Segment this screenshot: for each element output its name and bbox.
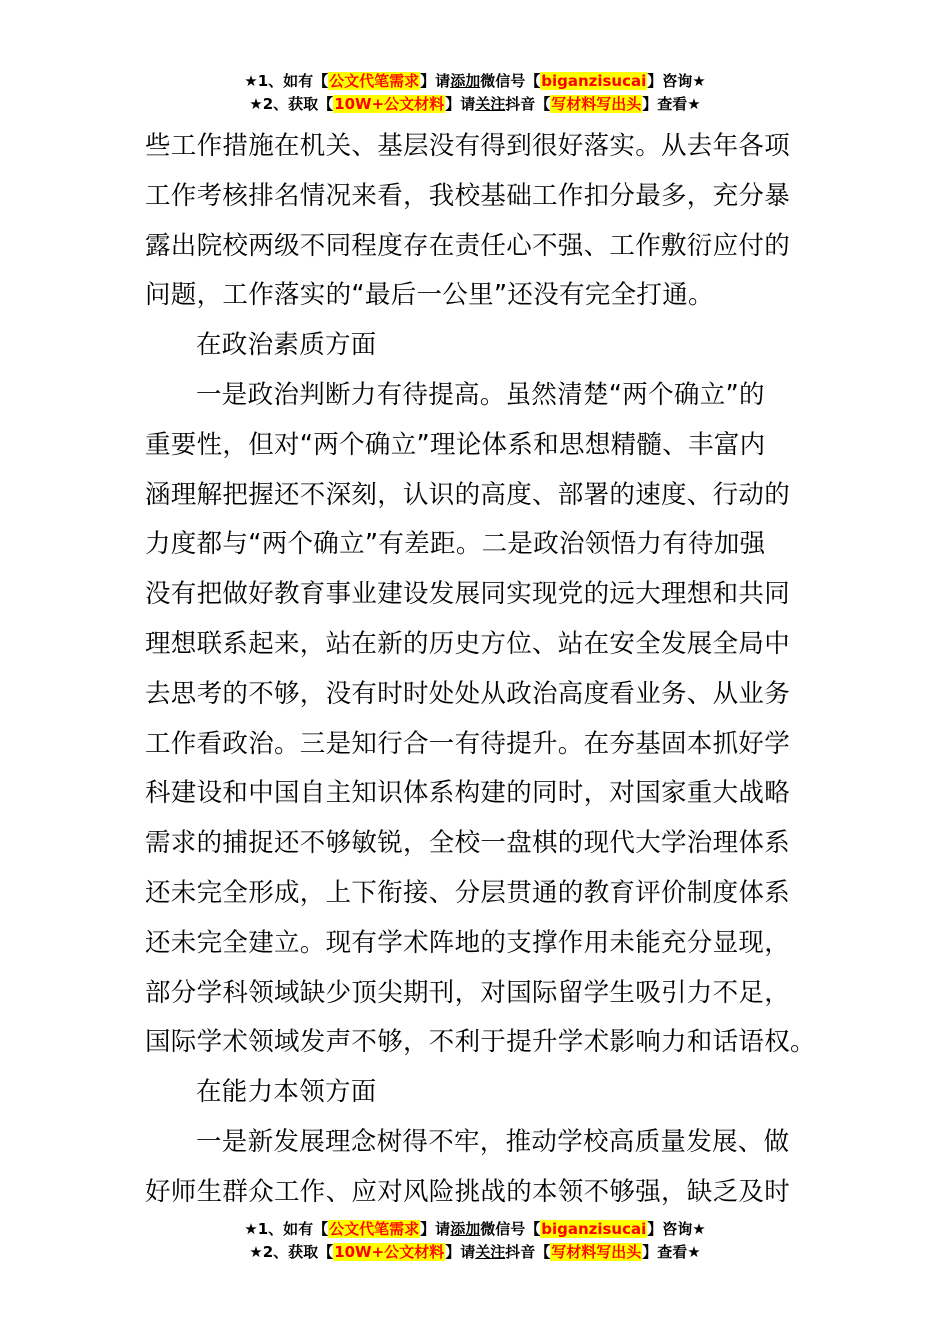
section-heading: 在政治素质方面: [196, 330, 377, 361]
footer-line-2: ★2、获取【10W+公文材料】请关注抖音【写材料写出头】查看★: [249, 1243, 701, 1261]
body-line: 一是政治判断力有待提高。虽然清楚“两个确立”的: [196, 379, 765, 410]
body-line: 部分学科领域缺少顶尖期刊，对国际留学生吸引力不足，: [145, 977, 791, 1008]
body-line: 需求的捕捉还不够敏锐，全校一盘棋的现代大学治理体系: [145, 828, 791, 859]
highlight-service: 公文代笔需求: [329, 1220, 420, 1238]
header-banner: [0, 70, 950, 116]
body-line: 工作看政治。三是知行合一有待提升。在夯基固本抓好学: [145, 728, 791, 759]
body-line: 理想联系起来，站在新的历史方位、站在安全发展全局中: [145, 628, 791, 659]
highlight-wechat-id: biganzisucai: [541, 1220, 647, 1238]
header-line-2: ★2、获取【10W+公文材料】请关注抖音【写材料写出头】查看★: [249, 95, 701, 113]
body-line: 去思考的不够，没有时时处处从政治高度看业务、从业务: [145, 678, 791, 709]
footer-line-1: ★1、如有【公文代笔需求】请添加微信号【biganzisucai】咨询★: [244, 1220, 706, 1238]
footer-banner: [0, 1218, 950, 1264]
document-body: [145, 122, 816, 1218]
body-line: 没有把做好教育事业建设发展同实现党的远大理想和共同: [145, 579, 791, 610]
body-line: 还未完全建立。现有学术阵地的支撑作用未能充分显现，: [145, 927, 791, 958]
highlight-service: 公文代笔需求: [329, 72, 420, 90]
body-line: 科建设和中国自主知识体系构建的同时，对国家重大战略: [145, 778, 791, 809]
body-line: 些工作措施在机关、基层没有得到很好落实。从去年各项: [145, 131, 791, 161]
body-line: 涵理解把握还不深刻，认识的高度、部署的速度、行动的: [145, 479, 791, 510]
highlight-douyin: 写材料写出头: [551, 95, 642, 113]
body-line: 问题，工作落实的“最后一公里”还没有完全打通。: [145, 280, 714, 311]
body-line: 重要性，但对“两个确立”理论体系和思想精髓、丰富内: [145, 429, 766, 460]
highlight-douyin: 写材料写出头: [551, 1243, 642, 1261]
body-line: 力度都与“两个确立”有差距。二是政治领悟力有待加强: [145, 529, 766, 560]
body-line: 工作考核排名情况来看，我校基础工作扣分最多，充分暴: [145, 180, 791, 211]
header-line-1: ★1、如有【公文代笔需求】请添加微信号【biganzisucai】咨询★: [244, 72, 706, 90]
section-heading: 在能力本领方面: [196, 1077, 377, 1108]
highlight-materials: 10W+公文材料: [334, 1243, 445, 1261]
body-line: 还未完全形成，上下衔接、分层贯通的教育评价制度体系: [145, 877, 791, 908]
body-line: 一是新发展理念树得不牢，推动学校高质量发展、做: [196, 1126, 790, 1157]
body-line: 国际学术领域发声不够，不利于提升学术影响力和话语权。: [145, 1027, 816, 1058]
body-line: 露出院校两级不同程度存在责任心不强、工作敷衍应付的: [145, 230, 791, 261]
body-line: 好师生群众工作、应对风险挑战的本领不够强，缺乏及时: [145, 1176, 791, 1207]
highlight-wechat-id: biganzisucai: [541, 72, 647, 90]
highlight-materials: 10W+公文材料: [334, 95, 445, 113]
